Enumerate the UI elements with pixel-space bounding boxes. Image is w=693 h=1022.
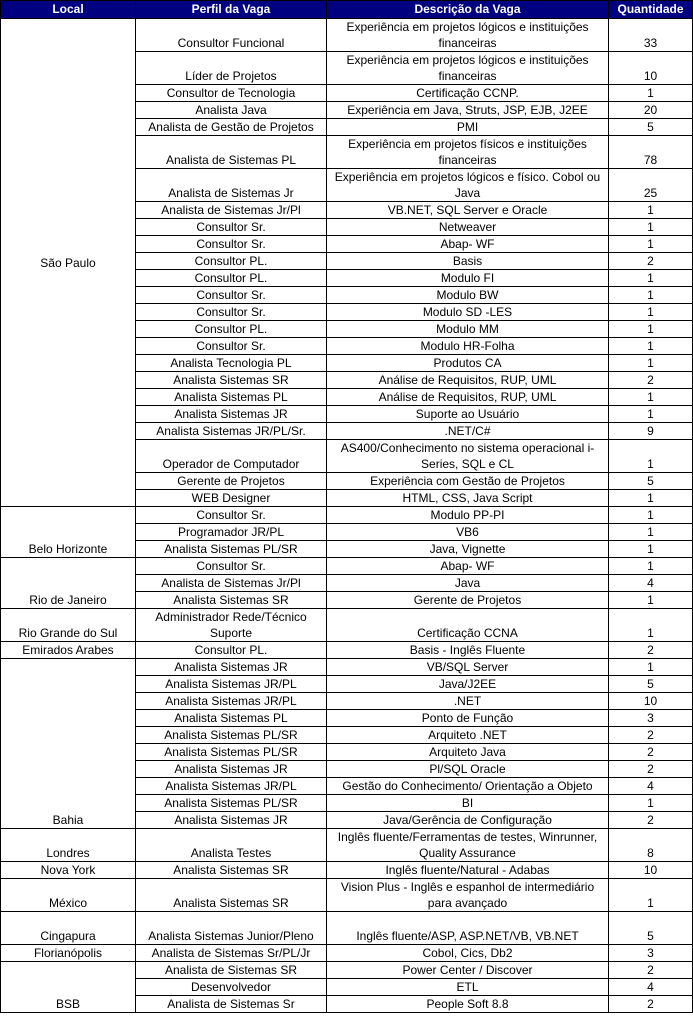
cell-perfil: Consultor Sr.: [136, 219, 327, 236]
cell-quantidade: 25: [609, 169, 693, 202]
cell-local: São Paulo: [1, 19, 136, 507]
table-row: [1, 659, 693, 676]
cell-perfil: Consultor Sr.: [136, 236, 327, 253]
cell-perfil: Analista Sistemas JR: [136, 406, 327, 423]
cell-quantidade: 5: [609, 912, 693, 945]
cell-perfil: Consultor Sr.: [136, 558, 327, 575]
cell-local: Emirados Arabes: [1, 642, 136, 659]
cell-perfil: Consultor Sr.: [136, 304, 327, 321]
cell-descricao: Basis - Inglês Fluente: [327, 642, 609, 659]
cell-quantidade: 8: [609, 829, 693, 862]
cell-perfil: Analista Sistemas JR/PL/Sr.: [136, 423, 327, 440]
cell-perfil: Analista de Sistemas Sr: [136, 996, 327, 1013]
cell-descricao: People Soft 8.8: [327, 996, 609, 1013]
cell-descricao: Análise de Requisitos, RUP, UML: [327, 372, 609, 389]
cell-quantidade: 1: [609, 609, 693, 642]
cell-descricao: Abap- WF: [327, 236, 609, 253]
cell-descricao: Modulo BW: [327, 287, 609, 304]
cell-quantidade: 1: [609, 389, 693, 406]
cell-perfil: Consultor PL.: [136, 253, 327, 270]
cell-descricao: .NET/C#: [327, 423, 609, 440]
table-row: [1, 862, 693, 879]
cell-descricao: AS400/Conhecimento no sistema operacional i-Series, SQL e CL: [327, 440, 609, 473]
cell-perfil: Analista Sistemas JR/PL: [136, 693, 327, 710]
cell-quantidade: 5: [609, 473, 693, 490]
cell-descricao: Gestão do Conhecimento/ Orientação a Objeto: [327, 778, 609, 795]
cell-quantidade: 1: [609, 355, 693, 372]
cell-descricao: ETL: [327, 979, 609, 996]
cell-quantidade: 1: [609, 592, 693, 609]
cell-perfil: Gerente de Projetos: [136, 473, 327, 490]
cell-quantidade: 1: [609, 659, 693, 676]
cell-perfil: Consultor Sr.: [136, 287, 327, 304]
cell-perfil: Analista Sistemas SR: [136, 372, 327, 389]
cell-descricao: Basis: [327, 253, 609, 270]
cell-descricao: VB.NET, SQL Server e Oracle: [327, 202, 609, 219]
cell-quantidade: 5: [609, 119, 693, 136]
cell-perfil: Analista Sistemas PL/SR: [136, 727, 327, 744]
cell-descricao: Modulo PP-PI: [327, 507, 609, 524]
header-descricao: Descrição da Vaga: [327, 1, 609, 19]
cell-perfil: Consultor Sr.: [136, 507, 327, 524]
cell-descricao: Certificação CCNA: [327, 609, 609, 642]
table-row: [1, 829, 693, 862]
cell-descricao: Experiência com Gestão de Projetos: [327, 473, 609, 490]
cell-descricao: Java, Vignette: [327, 541, 609, 558]
cell-perfil: Consultor PL.: [136, 642, 327, 659]
cell-quantidade: 1: [609, 879, 693, 912]
cell-local: Nova York: [1, 862, 136, 879]
cell-quantidade: 2: [609, 996, 693, 1013]
cell-quantidade: 20: [609, 102, 693, 119]
table-row: [1, 945, 693, 962]
cell-descricao: Modulo SD -LES: [327, 304, 609, 321]
table-row: [1, 962, 693, 979]
cell-quantidade: 78: [609, 136, 693, 169]
cell-descricao: Experiência em projetos físicos e instituições financeiras: [327, 136, 609, 169]
cell-perfil: Desenvolvedor: [136, 979, 327, 996]
cell-quantidade: 1: [609, 795, 693, 812]
cell-perfil: Analista Sistemas SR: [136, 592, 327, 609]
cell-perfil: Analista Sistemas JR/PL: [136, 676, 327, 693]
cell-descricao: VB/SQL Server: [327, 659, 609, 676]
cell-descricao: Power Center / Discover: [327, 962, 609, 979]
cell-quantidade: 1: [609, 304, 693, 321]
cell-quantidade: 10: [609, 52, 693, 85]
cell-descricao: Cobol, Cics, Db2: [327, 945, 609, 962]
cell-quantidade: 1: [609, 524, 693, 541]
cell-descricao: Arquiteto Java: [327, 744, 609, 761]
cell-quantidade: 1: [609, 406, 693, 423]
cell-quantidade: 10: [609, 693, 693, 710]
cell-perfil: Analista Sistemas JR/PL: [136, 778, 327, 795]
cell-perfil: Líder de Projetos: [136, 52, 327, 85]
cell-descricao: Inglês fluente/Ferramentas de testes, Winrunner, Quality Assurance: [327, 829, 609, 862]
cell-perfil: Analista Java: [136, 102, 327, 119]
cell-descricao: Suporte ao Usuário: [327, 406, 609, 423]
cell-perfil: Analista Sistemas PL: [136, 389, 327, 406]
cell-perfil: Consultor Sr.: [136, 338, 327, 355]
cell-quantidade: 10: [609, 862, 693, 879]
cell-descricao: Pl/SQL Oracle: [327, 761, 609, 778]
cell-local: Bahia: [1, 659, 136, 829]
header-quantidade: Quantidade: [609, 1, 693, 19]
cell-perfil: Analista Sistemas PL/SR: [136, 744, 327, 761]
cell-perfil: Analista Sistemas PL/SR: [136, 795, 327, 812]
cell-perfil: Analista de Sistemas Jr/Pl: [136, 575, 327, 592]
cell-descricao: Abap- WF: [327, 558, 609, 575]
header-perfil: Perfil da Vaga: [136, 1, 327, 19]
cell-quantidade: 1: [609, 287, 693, 304]
cell-descricao: Vision Plus - Inglês e espanhol de intermediário para avançado: [327, 879, 609, 912]
cell-quantidade: 2: [609, 812, 693, 829]
cell-descricao: PMI: [327, 119, 609, 136]
cell-quantidade: 4: [609, 778, 693, 795]
table-row: [1, 879, 693, 912]
cell-quantidade: 1: [609, 490, 693, 507]
cell-perfil: Analista Sistemas PL/SR: [136, 541, 327, 558]
cell-descricao: Produtos CA: [327, 355, 609, 372]
cell-perfil: Analista de Gestão de Projetos: [136, 119, 327, 136]
cell-descricao: Java/J2EE: [327, 676, 609, 693]
cell-perfil: Analista Sistemas Junior/Pleno: [136, 912, 327, 945]
cell-perfil: Analista Testes: [136, 829, 327, 862]
cell-quantidade: 1: [609, 219, 693, 236]
cell-quantidade: 9: [609, 423, 693, 440]
cell-quantidade: 5: [609, 676, 693, 693]
cell-perfil: Analista Sistemas SR: [136, 862, 327, 879]
cell-local: México: [1, 879, 136, 912]
cell-descricao: Inglês fluente/Natural - Adabas: [327, 862, 609, 879]
cell-perfil: Programador JR/PL: [136, 524, 327, 541]
cell-descricao: Certificação CCNP.: [327, 85, 609, 102]
cell-quantidade: 1: [609, 558, 693, 575]
table-row: [1, 19, 693, 52]
cell-quantidade: 2: [609, 727, 693, 744]
cell-perfil: Analista Tecnologia PL: [136, 355, 327, 372]
header-local: Local: [1, 1, 136, 19]
cell-quantidade: 3: [609, 710, 693, 727]
cell-descricao: Inglês fluente/ASP, ASP.NET/VB, VB.NET: [327, 912, 609, 945]
cell-quantidade: 2: [609, 642, 693, 659]
cell-descricao: BI: [327, 795, 609, 812]
cell-perfil: Analista de Sistemas Jr/Pl: [136, 202, 327, 219]
cell-local: Rio de Janeiro: [1, 558, 136, 609]
cell-descricao: Experiência em projetos lógicos e instituições financeiras: [327, 52, 609, 85]
cell-perfil: Consultor de Tecnologia: [136, 85, 327, 102]
cell-descricao: Ponto de Função: [327, 710, 609, 727]
cell-descricao: .NET: [327, 693, 609, 710]
cell-perfil: Consultor PL.: [136, 321, 327, 338]
cell-perfil: Analista Sistemas JR: [136, 659, 327, 676]
cell-local: Cingapura: [1, 912, 136, 945]
cell-quantidade: 1: [609, 85, 693, 102]
cell-local: Belo Horizonte: [1, 507, 136, 558]
cell-perfil: Operador de Computador: [136, 440, 327, 473]
cell-perfil: WEB Designer: [136, 490, 327, 507]
table-body: [1, 19, 693, 1013]
cell-descricao: Java: [327, 575, 609, 592]
cell-perfil: Consultor PL.: [136, 270, 327, 287]
cell-local: Rio Grande do Sul: [1, 609, 136, 642]
header-row: [1, 1, 693, 19]
cell-descricao: HTML, CSS, Java Script: [327, 490, 609, 507]
cell-quantidade: 4: [609, 979, 693, 996]
cell-descricao: Modulo HR-Folha: [327, 338, 609, 355]
cell-quantidade: 2: [609, 744, 693, 761]
cell-descricao: Java/Gerência de Configuração: [327, 812, 609, 829]
cell-quantidade: 3: [609, 945, 693, 962]
cell-perfil: Consultor Funcional: [136, 19, 327, 52]
cell-quantidade: 1: [609, 507, 693, 524]
cell-perfil: Analista Sistemas JR: [136, 812, 327, 829]
table-row: [1, 558, 693, 575]
cell-descricao: Experiência em projetos lógicos e físico. Cobol ou Java: [327, 169, 609, 202]
cell-perfil: Administrador Rede/Técnico Suporte: [136, 609, 327, 642]
cell-quantidade: 1: [609, 321, 693, 338]
cell-quantidade: 2: [609, 761, 693, 778]
cell-perfil: Analista de Sistemas SR: [136, 962, 327, 979]
cell-local: Londres: [1, 829, 136, 862]
cell-quantidade: 1: [609, 236, 693, 253]
cell-descricao: Netweaver: [327, 219, 609, 236]
cell-descricao: Experiência em Java, Struts, JSP, EJB, J2EE: [327, 102, 609, 119]
cell-descricao: Modulo MM: [327, 321, 609, 338]
table-row: [1, 642, 693, 659]
table-row: [1, 609, 693, 642]
cell-quantidade: 2: [609, 253, 693, 270]
cell-quantidade: 4: [609, 575, 693, 592]
cell-quantidade: 1: [609, 338, 693, 355]
cell-perfil: Analista de Sistemas Sr/PL/Jr: [136, 945, 327, 962]
table-row: [1, 507, 693, 524]
cell-descricao: Arquiteto .NET: [327, 727, 609, 744]
cell-descricao: VB6: [327, 524, 609, 541]
cell-quantidade: 1: [609, 440, 693, 473]
cell-quantidade: 33: [609, 19, 693, 52]
cell-descricao: Modulo FI: [327, 270, 609, 287]
cell-quantidade: 1: [609, 202, 693, 219]
cell-quantidade: 2: [609, 962, 693, 979]
cell-quantidade: 2: [609, 372, 693, 389]
cell-quantidade: 1: [609, 541, 693, 558]
cell-descricao: Gerente de Projetos: [327, 592, 609, 609]
cell-descricao: Experiência em projetos lógicos e instituições financeiras: [327, 19, 609, 52]
cell-local: Florianópolis: [1, 945, 136, 962]
table-row: [1, 912, 693, 945]
cell-quantidade: 1: [609, 270, 693, 287]
cell-perfil: Analista Sistemas PL: [136, 710, 327, 727]
cell-perfil: Analista Sistemas JR: [136, 761, 327, 778]
cell-perfil: Analista de Sistemas Jr: [136, 169, 327, 202]
cell-descricao: Análise de Requisitos, RUP, UML: [327, 389, 609, 406]
cell-perfil: Analista de Sistemas PL: [136, 136, 327, 169]
cell-local: BSB: [1, 962, 136, 1013]
cell-perfil: Analista Sistemas SR: [136, 879, 327, 912]
